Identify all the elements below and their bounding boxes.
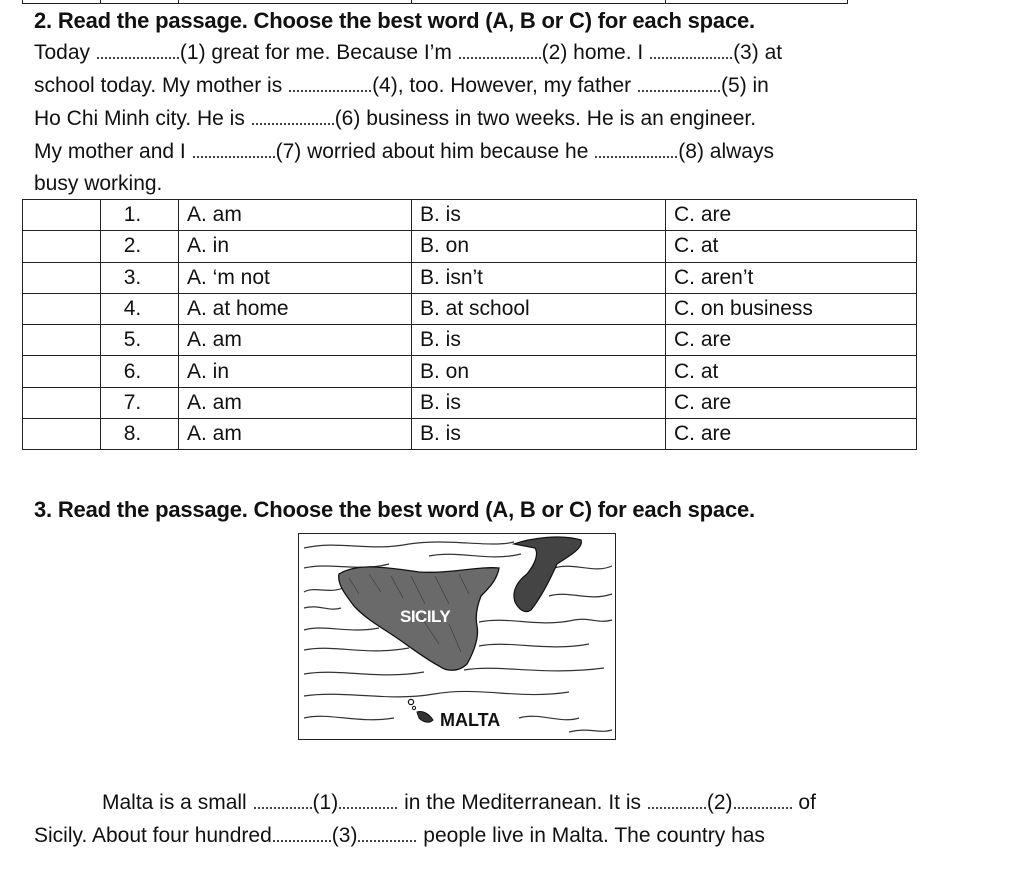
options-table	[22, 199, 917, 450]
option-a: A. am	[179, 387, 412, 418]
table-row	[23, 262, 917, 293]
item-number: 7.	[101, 387, 179, 418]
sea-wave-line	[549, 594, 612, 597]
option-b: B. is	[412, 419, 666, 450]
sea-wave-line	[304, 542, 514, 548]
passage-3-line-1: Malta is a small (1) in the Mediterranean. It is (2) of	[102, 791, 816, 814]
blank-3-3b	[358, 828, 416, 842]
sea-wave-line	[479, 619, 612, 623]
option-c: C. at	[666, 231, 917, 262]
blank-cell	[23, 262, 101, 293]
passage-line-4: My mother and I (7) worried about him because he (8) always	[34, 140, 774, 163]
option-a: A. in	[179, 231, 412, 262]
item-number: 2.	[101, 231, 179, 262]
option-c: C. are	[666, 387, 917, 418]
option-b: B. on	[412, 231, 666, 262]
sea-wave-line	[304, 672, 424, 675]
sicily-label: SICILY	[400, 607, 451, 626]
blank-cell	[23, 387, 101, 418]
table-row	[23, 387, 917, 418]
table-row	[23, 419, 917, 450]
map-illustration	[299, 534, 614, 738]
option-c: C. are	[666, 325, 917, 356]
blank-3-2a	[648, 795, 706, 809]
sea-wave-line	[464, 668, 604, 671]
blank-3-1b	[339, 795, 397, 809]
sea-wave-line	[304, 607, 341, 609]
blank-cell	[23, 231, 101, 262]
sea-wave-line	[554, 566, 612, 569]
blank-cell	[23, 356, 101, 387]
table-row	[23, 231, 917, 262]
passage-line-1: Today (1) great for me. Because I’m (2) home. I (3) at	[34, 41, 783, 64]
passage-line-2: school today. My mother is (4), too. However, my father (5) in	[34, 74, 769, 97]
blank-cell	[23, 293, 101, 324]
item-number: 1.	[101, 200, 179, 231]
blank-3	[650, 45, 732, 59]
sea-wave-line	[479, 644, 589, 647]
malta-label: MALTA	[440, 710, 501, 730]
blank-cell	[23, 325, 101, 356]
section-2-heading: 2. Read the passage. Choose the best word (A, B or C) for each space.	[34, 8, 755, 33]
option-b: B. isn’t	[412, 262, 666, 293]
blank-cell	[23, 200, 101, 231]
italy-mainland-shape	[514, 537, 581, 612]
blank-3-1a	[254, 795, 312, 809]
blank-1	[97, 45, 179, 59]
option-c: C. are	[666, 419, 917, 450]
passage-line-3: Ho Chi Minh city. He is (6) business in two weeks. He is an engineer.	[34, 107, 757, 130]
table-row	[23, 293, 917, 324]
sea-wave-line	[429, 554, 521, 557]
map-figure	[298, 533, 616, 740]
item-number: 8.	[101, 419, 179, 450]
malta-island-icon	[408, 699, 433, 722]
item-number: 3.	[101, 262, 179, 293]
item-number: 5.	[101, 325, 179, 356]
option-c: C. aren’t	[666, 262, 917, 293]
option-b: B. on	[412, 356, 666, 387]
sea-wave-line	[304, 716, 394, 719]
blank-8	[595, 144, 677, 158]
item-number: 4.	[101, 293, 179, 324]
table-row	[23, 356, 917, 387]
option-b: B. is	[412, 200, 666, 231]
option-c: C. at	[666, 356, 917, 387]
option-b: B. is	[412, 387, 666, 418]
previous-table-bottom-edge	[22, 0, 848, 4]
option-b: B. at school	[412, 293, 666, 324]
sea-wave-line	[304, 691, 569, 696]
blank-3-2b	[734, 795, 792, 809]
blank-7	[193, 144, 275, 158]
item-number: 6.	[101, 356, 179, 387]
option-c: C. on business	[666, 293, 917, 324]
section-3-heading: 3. Read the passage. Choose the best word (A, B or C) for each space.	[34, 497, 755, 522]
blank-2	[459, 45, 541, 59]
passage-line-5: busy working.	[34, 172, 163, 195]
blank-6	[252, 111, 334, 125]
option-a: A. ‘m not	[179, 262, 412, 293]
option-a: A. am	[179, 200, 412, 231]
passage-3-line-2: Sicily. About four hundred (3) people live in Malta. The country has	[34, 824, 765, 847]
blank-cell	[23, 419, 101, 450]
sea-wave-line	[519, 716, 579, 719]
option-b: B. is	[412, 325, 666, 356]
option-a: A. am	[179, 419, 412, 450]
option-a: A. at home	[179, 293, 412, 324]
option-a: A. in	[179, 356, 412, 387]
table-row	[23, 325, 917, 356]
sea-wave-line	[304, 588, 343, 592]
blank-4	[289, 78, 371, 92]
sea-wave-line	[569, 730, 612, 732]
sea-wave-line	[304, 648, 409, 651]
table-row	[23, 200, 917, 231]
blank-3-3a	[273, 828, 331, 842]
blank-5	[638, 78, 720, 92]
option-a: A. am	[179, 325, 412, 356]
option-c: C. are	[666, 200, 917, 231]
sea-wave-line	[304, 628, 379, 630]
